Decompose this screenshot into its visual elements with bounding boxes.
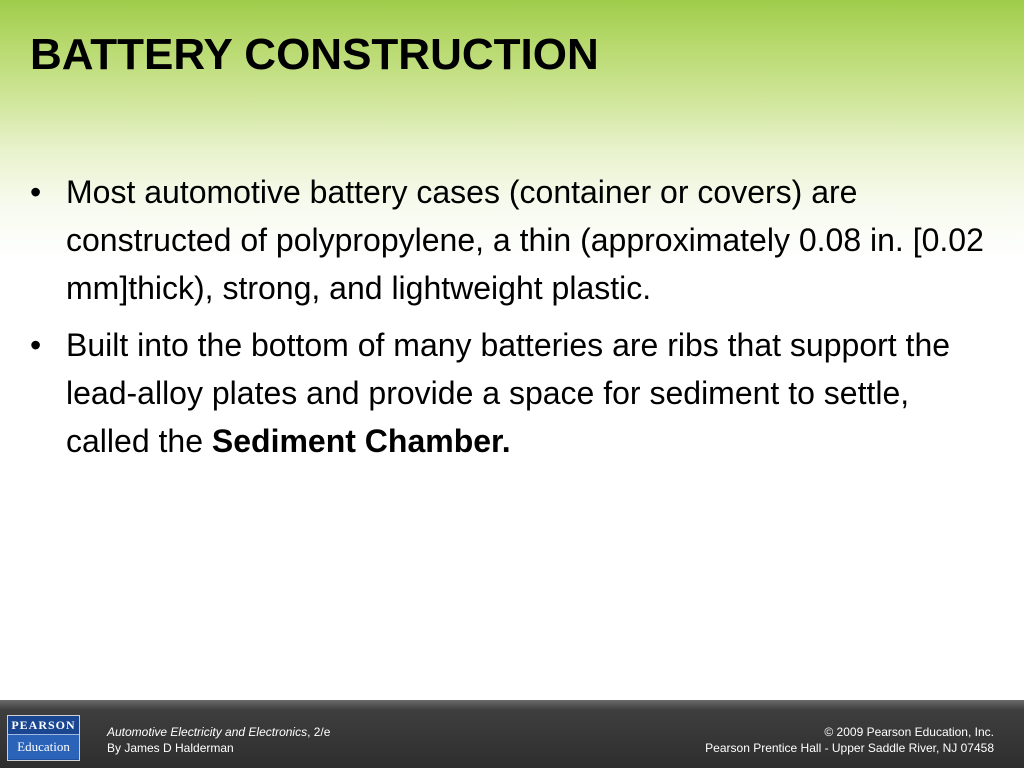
copyright-line: © 2009 Pearson Education, Inc.	[824, 725, 994, 739]
logo-text-top: PEARSON	[8, 716, 79, 734]
logo-text-bottom: Education	[8, 734, 79, 759]
book-edition: , 2/e	[307, 725, 331, 739]
bullet-marker: •	[30, 174, 42, 210]
footer-copyright-info	[705, 724, 994, 756]
bullet-item	[30, 168, 1000, 312]
key-term: Sediment Chamber.	[211, 423, 511, 459]
bullet-text: Most automotive battery cases (container or covers) are constructed of polypropylene, a thin (approximately 0.08 in. [0.02 mm]thick), strong, and lightweight plastic.	[66, 174, 984, 306]
footer-book-info	[107, 724, 330, 756]
footer-bar	[0, 700, 1024, 768]
slide-title: BATTERY CONSTRUCTION	[30, 30, 599, 79]
book-author: By James D Halderman	[107, 741, 234, 755]
bullet-item	[30, 321, 1000, 465]
book-title: Automotive Electricity and Electronics	[107, 725, 308, 739]
publisher-line: Pearson Prentice Hall - Upper Saddle River, NJ 07458	[705, 741, 994, 755]
bullet-text: Built into the bottom of many batteries are ribs that support the lead-alloy plates and provide a space for sediment to settle, called the	[66, 327, 951, 459]
pearson-logo	[7, 715, 80, 761]
bullet-marker: •	[30, 327, 42, 363]
book-title-line	[107, 724, 330, 740]
bullet-list	[30, 168, 1000, 474]
